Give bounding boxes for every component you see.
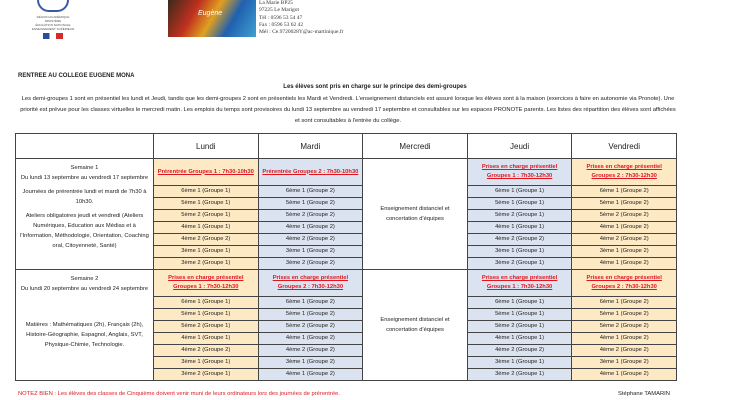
class-cell-lundi: 4ème 1 (Groupe 1) <box>154 222 259 234</box>
class-cell-jeudi: 5ème 1 (Groupe 1) <box>467 198 572 210</box>
day-header-lundi: Lundi <box>154 134 259 159</box>
address-line: 97225 Le Marigot <box>259 7 300 14</box>
class-cell-mardi: 3ème 1 (Groupe 2) <box>258 357 363 369</box>
week-info-line: Journées de prérentrée lundi et mardi de 7h30 à 10h30. <box>22 189 147 205</box>
address-line: La Marie BP25 <box>259 0 293 6</box>
class-cell-jeudi: 4ème 2 (Groupe 2) <box>467 345 572 357</box>
class-cell-vendredi: 4ème 1 (Groupe 2) <box>572 222 677 234</box>
flag-icon <box>43 33 63 39</box>
session-header-vendredi: Prises en charge présentiel Groupes 2 : 7h30-12h30 <box>572 159 677 186</box>
day-header-mercredi: Mercredi <box>363 134 468 159</box>
class-cell-vendredi: 5ème 2 (Groupe 2) <box>572 321 677 333</box>
class-cell-vendredi: 5ème 2 (Groupe 2) <box>572 210 677 222</box>
day-header-vendredi: Vendredi <box>572 134 677 159</box>
class-cell-vendredi: 5ème 1 (Groupe 2) <box>572 198 677 210</box>
class-cell-vendredi: 6ème 1 (Groupe 2) <box>572 297 677 309</box>
class-cell-jeudi: 6ème 1 (Groupe 1) <box>467 186 572 198</box>
class-cell-lundi: 3ème 2 (Groupe 1) <box>154 258 259 270</box>
note-text: NOTEZ BIEN : Les élèves des classes de Cinquième doivent venir muni de leurs ordinateurs lors des journées de prérentrée. <box>18 391 340 397</box>
class-cell-jeudi: 5ème 2 (Groupe 1) <box>467 321 572 333</box>
session-header-jeudi: Prises en charge présentiel Groupes 1 : 7h30-12h30 <box>467 159 572 186</box>
wednesday-cell: Enseignement distanciel et concertation d'équipes <box>363 159 468 270</box>
class-cell-mardi: 5ème 1 (Groupe 2) <box>258 309 363 321</box>
email: Mél : Ce.9720028Y@ac-martinique.fr <box>259 29 344 36</box>
class-cell-mardi: 4ème 2 (Groupe 2) <box>258 234 363 246</box>
class-cell-vendredi: 4ème 1 (Groupe 2) <box>572 258 677 270</box>
week-info-line: Semaine 2 <box>70 276 99 282</box>
class-cell-jeudi: 4ème 1 (Groupe 1) <box>467 222 572 234</box>
week-info-line: Ateliers obligatoires jeudi et vendredi (Ateliers Numériques, Education aux Médias et à l'Information, Méthodologie, Orientation, Coaching oral, Citoyenneté, Santé) <box>20 213 149 249</box>
class-cell-mardi: 4ème 2 (Groupe 2) <box>258 345 363 357</box>
session-header-lundi: Prises en charge présentiel Groupes 1 : 7h30-12h30 <box>154 270 259 297</box>
class-cell-vendredi: 4ème 2 (Groupe 2) <box>572 345 677 357</box>
class-cell-mardi: 6ème 1 (Groupe 2) <box>258 186 363 198</box>
class-cell-lundi: 5ème 2 (Groupe 1) <box>154 210 259 222</box>
class-cell-jeudi: 3ème 1 (Groupe 1) <box>467 246 572 258</box>
class-cell-mardi: 4ème 1 (Groupe 2) <box>258 369 363 381</box>
class-cell-jeudi: 6ème 1 (Groupe 1) <box>467 297 572 309</box>
class-cell-lundi: 3ème 1 (Groupe 1) <box>154 246 259 258</box>
session-header-vendredi: Prises en charge présentiel Groupes 2 : 7h30-12h30 <box>572 270 677 297</box>
intro-paragraph: Les demi-groupes 1 sont en présentiel les lundi et Jeudi, tandis que les demi-groupes 2 sont en présentiels les Mardi et Vendredi. L'enseignement distanciels est assuré lorsque les élèves sont à la maison (exercices à faire en autonomie via Pronote). Une priorité est prévue pour les classes virtuelles le mercredi matin. Les emplois du temps sont provisoires du lundi 13 septembre au vendredi 17 septembre et consultables sur les espaces PRONOTE parents. Les listes des répartition des élèves sont affichées et sont consultables à l'entrée du collège. <box>20 96 676 124</box>
college-photo <box>168 0 256 37</box>
class-cell-vendredi: 5ème 1 (Groupe 2) <box>572 309 677 321</box>
class-cell-lundi: 5ème 1 (Groupe 1) <box>154 309 259 321</box>
address-block <box>259 0 344 36</box>
signature: Stéphane TAMARIN <box>618 391 670 397</box>
class-cell-mardi: 6ème 1 (Groupe 2) <box>258 297 363 309</box>
class-cell-vendredi: 3ème 1 (Groupe 2) <box>572 357 677 369</box>
class-cell-mardi: 4ème 1 (Groupe 2) <box>258 222 363 234</box>
academy-logo: RÉGION ACADÉMIQUE MINISTÈRE ÉDUCATION NATIONALE ENSEIGNEMENT SUPÉRIEUR <box>18 0 88 46</box>
class-cell-jeudi: 3ème 2 (Groupe 1) <box>467 258 572 270</box>
class-cell-lundi: 6ème 1 (Groupe 1) <box>154 297 259 309</box>
session-header-jeudi: Prises en charge présentiel Groupes 1 : 7h30-12h30 <box>467 270 572 297</box>
class-cell-lundi: 4ème 1 (Groupe 1) <box>154 333 259 345</box>
class-cell-jeudi: 4ème 2 (Groupe 2) <box>467 234 572 246</box>
session-header-mardi: Prérentrée Groupes 2 : 7h30-10h30 <box>258 159 363 186</box>
week-info-line: Semaine 1 <box>70 165 99 171</box>
class-cell-jeudi: 4ème 1 (Groupe 1) <box>467 333 572 345</box>
session-header-lundi: Prérentrée Groupes 1 : 7h30-10h30 <box>154 159 259 186</box>
class-cell-mardi: 3ème 2 (Groupe 2) <box>258 258 363 270</box>
class-cell-lundi: 5ème 1 (Groupe 1) <box>154 198 259 210</box>
class-cell-mardi: 5ème 2 (Groupe 2) <box>258 210 363 222</box>
class-cell-vendredi: 4ème 2 (Groupe 2) <box>572 234 677 246</box>
class-cell-vendredi: 3ème 1 (Groupe 2) <box>572 246 677 258</box>
schedule-table <box>15 133 677 381</box>
fax: Fax : 0596 53 62 42 <box>259 21 304 28</box>
day-header-mardi: Mardi <box>258 134 363 159</box>
phone: Tél : 0596 53 54 47 <box>259 14 303 21</box>
class-cell-lundi: 5ème 2 (Groupe 1) <box>154 321 259 333</box>
week-info-cell <box>16 270 154 381</box>
class-cell-mardi: 4ème 1 (Groupe 2) <box>258 333 363 345</box>
document-subtitle: Les élèves sont pris en charge sur le principe des demi-groupes <box>283 84 467 90</box>
wednesday-cell: Enseignement distanciel et concertation d'équipes <box>363 270 468 381</box>
class-cell-jeudi: 3ème 1 (Groupe 1) <box>467 357 572 369</box>
week-info-line: Du lundi 13 septembre au vendredi 17 septembre <box>20 175 149 181</box>
week-info-cell <box>16 159 154 270</box>
class-cell-jeudi: 3ème 2 (Groupe 1) <box>467 369 572 381</box>
class-cell-jeudi: 5ème 1 (Groupe 1) <box>467 309 572 321</box>
class-cell-jeudi: 5ème 2 (Groupe 1) <box>467 210 572 222</box>
class-cell-vendredi: 4ème 1 (Groupe 2) <box>572 369 677 381</box>
day-header-jeudi: Jeudi <box>467 134 572 159</box>
class-cell-lundi: 3ème 1 (Groupe 1) <box>154 357 259 369</box>
class-cell-lundi: 6ème 1 (Groupe 1) <box>154 186 259 198</box>
document-title: RENTREE AU COLLEGE EUGENE MONA <box>18 73 135 79</box>
session-header-mardi: Prises en charge présentiel Groupes 2 : 7h30-12h30 <box>258 270 363 297</box>
class-cell-mardi: 3ème 1 (Groupe 2) <box>258 246 363 258</box>
corner-cell <box>16 134 154 159</box>
class-cell-mardi: 5ème 2 (Groupe 2) <box>258 321 363 333</box>
class-cell-vendredi: 4ème 1 (Groupe 2) <box>572 333 677 345</box>
class-cell-lundi: 4ème 2 (Groupe 2) <box>154 345 259 357</box>
class-cell-lundi: 4ème 2 (Groupe 2) <box>154 234 259 246</box>
class-cell-vendredi: 6ème 1 (Groupe 2) <box>572 186 677 198</box>
class-cell-mardi: 5ème 1 (Groupe 2) <box>258 198 363 210</box>
week-info-line: Matières : Mathématiques (2h), Français (2h), Histoire-Géographie, Espagnol, Anglais, SVT, Physique-Chimie, Technologie. <box>25 322 144 348</box>
photo-text: Eugène <box>198 10 223 17</box>
week-info-line: Du lundi 20 septembre au vendredi 24 septembre <box>20 286 149 292</box>
class-cell-lundi: 3ème 2 (Groupe 1) <box>154 369 259 381</box>
